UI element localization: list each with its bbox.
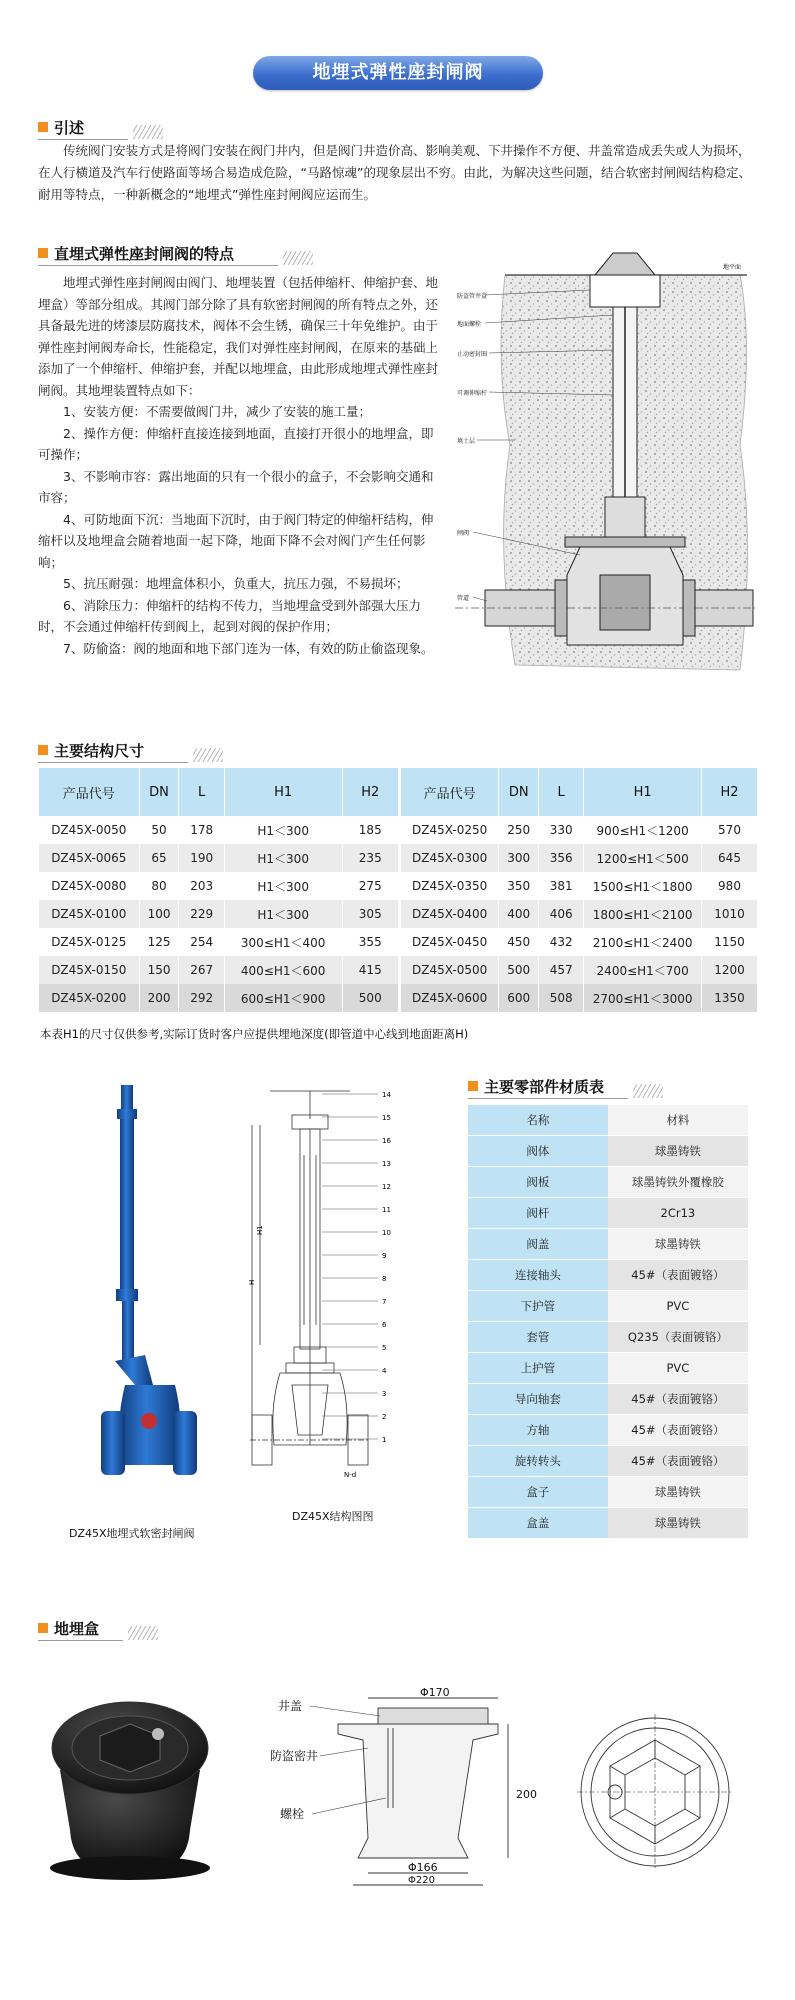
table-row: [468, 1198, 748, 1229]
part-material: 2Cr13: [608, 1198, 748, 1229]
diagram-label: 地面螺栓: [457, 321, 482, 328]
table-row: [468, 1136, 748, 1167]
part-material: 45#（表面镀铬）: [608, 1384, 748, 1415]
dim-label-h1: H1: [256, 1225, 264, 1235]
burial-box-heading-bar: [38, 1618, 348, 1640]
callout-number: 6: [382, 1321, 387, 1329]
column-header: DN: [139, 768, 179, 816]
burial-box-section: [268, 1688, 538, 1888]
table-cell: 570: [702, 816, 758, 844]
table-cell: 600≤H1＜900: [224, 984, 342, 1012]
column-header: H1: [224, 768, 342, 816]
table-cell: 100: [139, 900, 179, 928]
column-header: H2: [342, 768, 398, 816]
table-cell: 450: [499, 928, 539, 956]
callout-number: 8: [382, 1275, 387, 1283]
table-row: [468, 1415, 748, 1446]
table-cell: 900≤H1＜1200: [584, 816, 702, 844]
diagram-label: 可调伸缩杆: [457, 390, 488, 397]
heading-marker: [38, 745, 48, 755]
table-cell: DZ45X-0050: [39, 816, 140, 844]
heading-marker: [468, 1081, 478, 1091]
dim-label-nd: N-d: [344, 1471, 357, 1479]
intro-text: 传统阀门安装方式是将阀门安装在阀门井内，但是阀门井造价高、影响美观、下井操作不方便、井盖常造成丢失或人为损坏，在人行横道及汽车行使路面等场合易造成危险，“马路惊魂”的现象层出不穷。由此，为解决这些问题，结合软密封闸阀结构稳定、耐用等特点，一种新概念的“地埋式”弹性座封闸阀应运而生。: [38, 143, 751, 202]
heading-slashes: [193, 748, 223, 762]
part-material: 球墨铸铁: [608, 1136, 748, 1167]
features-text: [38, 272, 443, 659]
diagram-label: 填土层: [457, 438, 476, 445]
diagram-label: 管道: [457, 595, 470, 602]
callout-number: 11: [382, 1206, 391, 1214]
structure-diagram-caption: DZ45X结构图图: [292, 1510, 374, 1523]
heading-rule: [468, 1098, 628, 1099]
table-row: [39, 816, 399, 844]
part-material: 球墨铸铁外覆橡胶: [608, 1167, 748, 1198]
callout-number: 15: [382, 1114, 391, 1122]
intro-heading-bar: [38, 117, 348, 139]
column-header: L: [539, 768, 584, 816]
part-material: 45#（表面镀铬）: [608, 1415, 748, 1446]
materials-table: [468, 1105, 748, 1539]
table-cell: 65: [139, 844, 179, 872]
table-cell: 2400≤H1＜700: [584, 956, 702, 984]
table-row: [39, 928, 399, 956]
materials-header-row: [468, 1105, 748, 1136]
table-cell: DZ45X-0080: [39, 872, 140, 900]
table-cell: 229: [179, 900, 224, 928]
table-cell: 125: [139, 928, 179, 956]
part-material: Q235（表面镀铬）: [608, 1322, 748, 1353]
callout-number: 5: [382, 1344, 387, 1352]
dim-label-h: H: [248, 1279, 256, 1285]
column-header: 产品代号: [39, 768, 140, 816]
callout-number: 9: [382, 1252, 387, 1260]
part-name: 阀杆: [468, 1198, 608, 1229]
table-row: [401, 844, 758, 872]
table-cell: DZ45X-0100: [39, 900, 140, 928]
heading-rule: [38, 1640, 123, 1641]
materials-body: [468, 1105, 748, 1539]
table-cell: 1350: [702, 984, 758, 1012]
table-row: [468, 1322, 748, 1353]
table-row: [39, 872, 399, 900]
table-cell: 500: [342, 984, 398, 1012]
table-row: [39, 956, 399, 984]
table-cell: 250: [499, 816, 539, 844]
table-cell: 500: [499, 956, 539, 984]
dimensions-left-body: [39, 816, 399, 1012]
part-name: 连接轴头: [468, 1260, 608, 1291]
table-row: [468, 1508, 748, 1539]
table-cell: 200: [139, 984, 179, 1012]
diagram-label: 闸阀: [457, 530, 470, 537]
table-cell: 508: [539, 984, 584, 1012]
callout-number: 16: [382, 1137, 391, 1145]
feature-item: 2、操作方便：伸缩杆直接连接到地面，直接打开很小的地埋盒，即可操作；: [38, 425, 434, 462]
table-row: [468, 1446, 748, 1477]
table-cell: 355: [342, 928, 398, 956]
heading-marker: [38, 1623, 48, 1633]
table-cell: 2100≤H1＜2400: [584, 928, 702, 956]
table-cell: 432: [539, 928, 584, 956]
table-cell: 457: [539, 956, 584, 984]
callout-number: 3: [382, 1390, 387, 1398]
part-material: PVC: [608, 1353, 748, 1384]
materials-heading: 主要零部件材质表: [484, 1078, 605, 1096]
part-material: 45#（表面镀铬）: [608, 1446, 748, 1477]
callout-number: 13: [382, 1160, 391, 1168]
column-header: H2: [702, 768, 758, 816]
dimensions-table-left: [38, 768, 398, 1012]
table-cell: 1500≤H1＜1800: [584, 872, 702, 900]
table-cell: 600: [499, 984, 539, 1012]
dimensions-heading: 主要结构尺寸: [54, 742, 145, 760]
table-cell: 235: [342, 844, 398, 872]
table-row: [468, 1291, 748, 1322]
table-row: [468, 1260, 748, 1291]
features-heading: 直埋式弹性座封闸阀的特点: [54, 245, 235, 263]
heading-slashes: [283, 251, 313, 265]
part-material: 球墨铸铁: [608, 1508, 748, 1539]
table-cell: DZ45X-0400: [401, 900, 499, 928]
table-cell: 1010: [702, 900, 758, 928]
table-cell: DZ45X-0600: [401, 984, 499, 1012]
part-material: 球墨铸铁: [608, 1229, 748, 1260]
table-cell: 300≤H1＜400: [224, 928, 342, 956]
part-name: 阀板: [468, 1167, 608, 1198]
table-row: [401, 900, 758, 928]
table-cell: 415: [342, 956, 398, 984]
table-cell: DZ45X-0300: [401, 844, 499, 872]
part-name: 阀盖: [468, 1229, 608, 1260]
install-diagram: [455, 245, 755, 690]
dimensions-note: 本表H1的尺寸仅供参考,实际订货时客户应提供埋地深度(即管道中心线到地面距离H): [40, 1027, 469, 1041]
table-cell: 190: [179, 844, 224, 872]
table-row: [468, 1353, 748, 1384]
table-row: [401, 984, 758, 1012]
table-row: [401, 956, 758, 984]
table-header-row: [39, 768, 399, 816]
box-label: 井盖: [278, 1699, 303, 1713]
table-cell: 400≤H1＜600: [224, 956, 342, 984]
table-cell: H1＜300: [224, 900, 342, 928]
column-header: H1: [584, 768, 702, 816]
callout-number: 7: [382, 1298, 387, 1306]
feature-item: 6、消除压力：伸缩杆的结构不传力，当地埋盒受到外部强大压力时，不会通过伸缩杆传到阀上，起到对阀的保护作用；: [38, 597, 421, 634]
part-name: 旋转转头: [468, 1446, 608, 1477]
column-header: 产品代号: [401, 768, 499, 816]
product-photo: [95, 1085, 215, 1505]
table-cell: 203: [179, 872, 224, 900]
table-cell: H1＜300: [224, 844, 342, 872]
column-header: L: [179, 768, 224, 816]
feature-item: 4、可防地面下沉：当地面下沉时，由于阀门特定的伸缩杆结构，伸缩杆以及地埋盒会随着地面一起下降，地面下降不会对阀门产生任何影响；: [38, 511, 434, 570]
heading-rule: [38, 762, 188, 763]
intro-heading: 引述: [54, 119, 85, 137]
structure-diagram: [250, 1085, 450, 1505]
part-name: 套管: [468, 1322, 608, 1353]
features-intro: 地埋式弹性座封闸阀由阀门、地埋装置（包括伸缩杆、伸缩护套、地埋盒）等部分组成。其阀门部分除了具有软密封闸阀的所有特点之外，还具备最先进的烤漆层防腐技术，阀体不会生锈，确保三十年免维护。由于弹性座封闸阀寿命长，性能稳定，我们对弹性座封闸阀，在原来的基础上添加了一个伸缩杆、伸缩护套，并配以地埋盒，由此形成地埋式弹性座封闸阀。其地埋装置特点如下：: [38, 275, 439, 398]
table-cell: DZ45X-0250: [401, 816, 499, 844]
heading-slashes: [133, 125, 163, 139]
callout-number: 12: [382, 1183, 391, 1191]
table-cell: 50: [139, 816, 179, 844]
table-row: [401, 928, 758, 956]
part-material: 45#（表面镀铬）: [608, 1260, 748, 1291]
part-name: 盒子: [468, 1477, 608, 1508]
table-cell: DZ45X-0500: [401, 956, 499, 984]
features-heading-bar: [38, 243, 348, 265]
callout-number: 10: [382, 1229, 391, 1237]
diagram-label: 防盗管井盒: [457, 293, 488, 300]
callout-number: 1: [382, 1436, 387, 1444]
table-cell: DZ45X-0200: [39, 984, 140, 1012]
table-cell: DZ45X-0065: [39, 844, 140, 872]
table-cell: 2700≤H1＜3000: [584, 984, 702, 1012]
callout-number: 4: [382, 1367, 387, 1375]
column-header: DN: [499, 768, 539, 816]
table-cell: 150: [139, 956, 179, 984]
page-title: 地埋式弹性座封闸阀: [253, 56, 543, 90]
heading-rule: [38, 265, 278, 266]
table-cell: 300: [499, 844, 539, 872]
box-dim: Φ170: [420, 1686, 450, 1699]
table-row: [401, 872, 758, 900]
box-label: 螺栓: [280, 1807, 305, 1821]
table-cell: DZ45X-0125: [39, 928, 140, 956]
table-cell: 275: [342, 872, 398, 900]
part-name: 上护管: [468, 1353, 608, 1384]
table-row: [468, 1167, 748, 1198]
table-cell: 254: [179, 928, 224, 956]
table-row: [39, 984, 399, 1012]
dimensions-table-right: [400, 768, 757, 1012]
table-cell: 400: [499, 900, 539, 928]
box-dim: Φ166: [408, 1861, 438, 1874]
table-row: [468, 1229, 748, 1260]
table-cell: 292: [179, 984, 224, 1012]
table-cell: DZ45X-0450: [401, 928, 499, 956]
part-name: 下护管: [468, 1291, 608, 1322]
table-cell: DZ45X-0150: [39, 956, 140, 984]
table-cell: 267: [179, 956, 224, 984]
table-row: [39, 844, 399, 872]
table-cell: 178: [179, 816, 224, 844]
dimensions-right-body: [401, 816, 758, 1012]
part-material: 材料: [608, 1105, 748, 1136]
part-name: 阀体: [468, 1136, 608, 1167]
table-cell: 1200: [702, 956, 758, 984]
part-name: 名称: [468, 1105, 608, 1136]
part-material: PVC: [608, 1291, 748, 1322]
table-cell: 381: [539, 872, 584, 900]
burial-box-photo: [40, 1690, 220, 1880]
table-cell: 80: [139, 872, 179, 900]
table-cell: 1800≤H1＜2100: [584, 900, 702, 928]
table-cell: 305: [342, 900, 398, 928]
heading-marker: [38, 122, 48, 132]
product-photo-caption: DZ45X地埋式软密封闸阀: [69, 1527, 195, 1540]
table-cell: 185: [342, 816, 398, 844]
table-cell: 1200≤H1＜500: [584, 844, 702, 872]
part-name: 方轴: [468, 1415, 608, 1446]
table-cell: 1150: [702, 928, 758, 956]
callout-number: 14: [382, 1091, 391, 1099]
diagram-label: 止动密封圈: [457, 351, 488, 358]
table-cell: 980: [702, 872, 758, 900]
burial-box-heading: 地埋盒: [54, 1620, 100, 1638]
callout-group: [322, 1091, 391, 1444]
materials-heading-bar: [468, 1076, 758, 1098]
table-cell: DZ45X-0350: [401, 872, 499, 900]
table-header-row: [401, 768, 758, 816]
heading-marker: [38, 248, 48, 258]
feature-item: 7、防偷盗：阀的地面和地下部门连为一体，有效的防止偷盗现象。: [63, 640, 434, 656]
part-name: 导向轴套: [468, 1384, 608, 1415]
table-cell: 645: [702, 844, 758, 872]
box-dim: Φ220: [408, 1875, 435, 1886]
table-cell: 356: [539, 844, 584, 872]
callout-number: 2: [382, 1413, 387, 1421]
diagram-label: 地平面: [723, 264, 742, 271]
box-label: 防盗密井: [270, 1749, 319, 1763]
heading-slashes: [633, 1084, 663, 1098]
part-material: 球墨铸铁: [608, 1477, 748, 1508]
table-cell: 330: [539, 816, 584, 844]
feature-item: 1、安装方便：不需要做阀门井，减少了安装的施工量；: [63, 404, 371, 419]
heading-slashes: [128, 1626, 158, 1640]
table-cell: H1＜300: [224, 816, 342, 844]
feature-item: 5、抗压耐强：地埋盒体积小，负重大，抗压力强，不易损坏；: [63, 576, 409, 591]
table-row: [468, 1384, 748, 1415]
table-cell: 406: [539, 900, 584, 928]
dimensions-heading-bar: [38, 740, 348, 762]
burial-box-top-view: [575, 1712, 735, 1872]
table-cell: 350: [499, 872, 539, 900]
part-name: 盒盖: [468, 1508, 608, 1539]
feature-item: 3、不影响市容：露出地面的只有一个很小的盒子，不会影响交通和市容；: [38, 468, 434, 505]
table-row: [401, 816, 758, 844]
table-row: [39, 900, 399, 928]
box-dim: 200: [516, 1788, 537, 1801]
table-row: [468, 1477, 748, 1508]
table-cell: H1＜300: [224, 872, 342, 900]
